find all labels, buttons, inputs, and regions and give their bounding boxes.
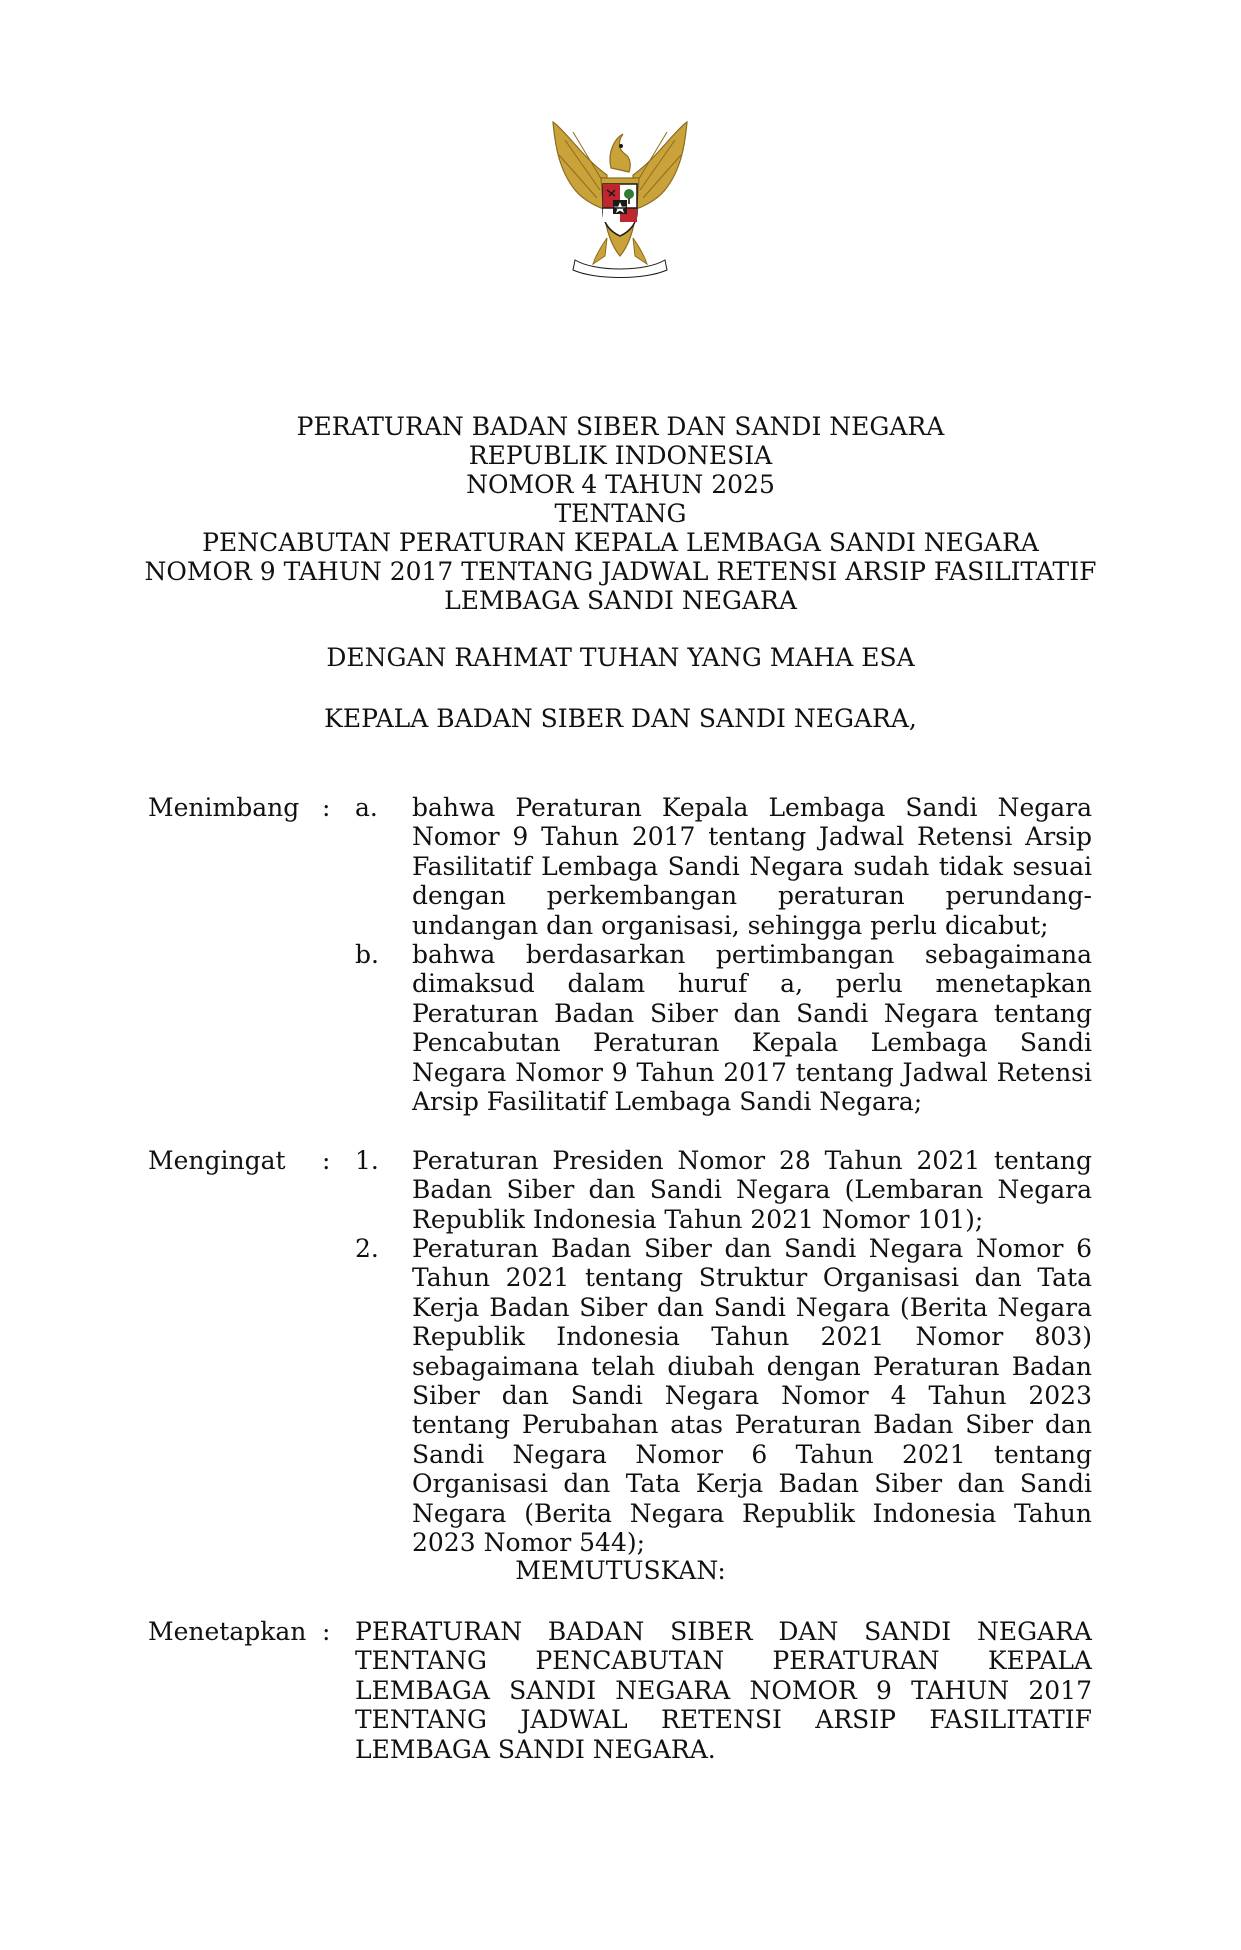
item-marker: 1. (355, 1146, 379, 1175)
section-colon: : (322, 1617, 331, 1646)
official-title: KEPALA BADAN SIBER DAN SANDI NEGARA, (324, 704, 917, 733)
menetapkan-label: Menetapkan (148, 1617, 307, 1646)
section-colon: : (322, 1146, 331, 1175)
menimbang-item-text: bahwa Peraturan Kepala Lembaga Sandi Negara Nomor 9 Tahun 2017 tentang Jadwal Retensi Arsip Fasilitatif Lembaga Sandi Negara sudah tidak sesuai dengan perkembangan peraturan perundang-undangan dan organisasi, sehingga perlu dicabut; (412, 793, 1092, 940)
decision-heading: MEMUTUSKAN: (515, 1556, 726, 1585)
item-marker: a. (355, 793, 378, 822)
title-line: LEMBAGA SANDI NEGARA (444, 586, 797, 615)
menimbang-label: Menimbang (148, 793, 300, 822)
regulation-title (0, 412, 1241, 615)
section-colon: : (322, 793, 331, 822)
title-line: NOMOR 4 TAHUN 2025 (466, 470, 775, 499)
title-line: NOMOR 9 TAHUN 2017 TENTANG JADWAL RETENSI ARSIP FASILITATIF (144, 557, 1097, 586)
title-line: TENTANG (554, 499, 687, 528)
garuda-pancasila-emblem-icon (545, 120, 695, 280)
title-line: PERATURAN BADAN SIBER DAN SANDI NEGARA (296, 412, 945, 441)
invocation: DENGAN RAHMAT TUHAN YANG MAHA ESA (326, 643, 915, 672)
item-marker: 2. (355, 1234, 379, 1263)
title-line: PENCABUTAN PERATURAN KEPALA LEMBAGA SANDI NEGARA (202, 528, 1039, 557)
mengingat-label: Mengingat (148, 1146, 286, 1175)
menimbang-item-text: bahwa berdasarkan pertimbangan sebagaimana dimaksud dalam huruf a, perlu menetapkan Peraturan Badan Siber dan Sandi Negara tentang Pencabutan Peraturan Kepala Lembaga Sandi Negara Nomor 9 Tahun 2017 tentang Jadwal Retensi Arsip Fasilitatif Lembaga Sandi Negara; (412, 940, 1092, 1117)
mengingat-item-text: Peraturan Badan Siber dan Sandi Negara Nomor 6 Tahun 2021 tentang Struktur Organisasi dan Tata Kerja Badan Siber dan Sandi Negara (Berita Negara Republik Indonesia Tahun 2021 Nomor 803) sebagaimana telah diubah dengan Peraturan Badan Siber dan Sandi Negara Nomor 4 Tahun 2023 tentang Perubahan atas Peraturan Badan Siber dan Sandi Negara Nomor 6 Tahun 2021 tentang Organisasi dan Tata Kerja Badan Siber dan Sandi Negara (Berita Negara Republik Indonesia Tahun 2023 Nomor 544); (412, 1234, 1092, 1558)
menetapkan-text: PERATURAN BADAN SIBER DAN SANDI NEGARA TENTANG PENCABUTAN PERATURAN KEPALA LEMBAGA SANDI NEGARA NOMOR 9 TAHUN 2017 TENTANG JADWAL RETENSI ARSIP FASILITATIF LEMBAGA SANDI NEGARA. (355, 1617, 1092, 1764)
title-line: REPUBLIK INDONESIA (468, 441, 773, 470)
mengingat-item-text: Peraturan Presiden Nomor 28 Tahun 2021 tentang Badan Siber dan Sandi Negara (Lembaran Negara Republik Indonesia Tahun 2021 Nomor 101); (412, 1146, 1092, 1234)
item-marker: b. (355, 940, 379, 969)
